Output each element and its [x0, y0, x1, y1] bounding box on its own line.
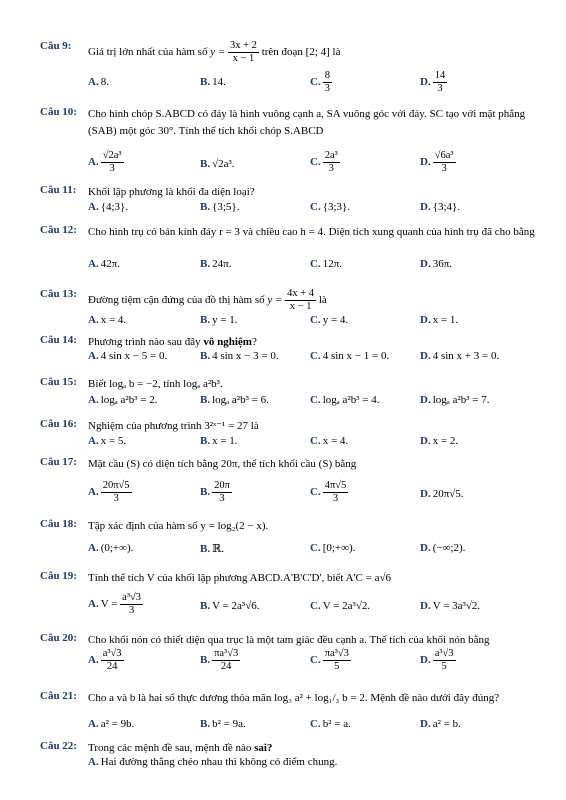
option-c[interactable]: C. $\frac{4\pi√5}{3}$ [310, 480, 347, 504]
option-b[interactable]: B. √2a³. [200, 158, 235, 170]
question-text: Cho a và b là hai số thực dương thỏa mãn log₃ a² + log₁/₃ b = 2. Mệnh đề nào dưới đây đúng? [88, 692, 500, 704]
option-c[interactable]: C. $\frac{8}{3}$ [310, 70, 330, 94]
option-a[interactable]: A. $\frac{\text{a³√3}}{24}$ [88, 648, 122, 672]
option-c[interactable]: C. logₐ a²b³ = 4. [310, 394, 380, 406]
question-label: Câu 11: [40, 184, 77, 196]
question-text: Cho hình chóp S.ABCD có đáy là hình vuông cạnh a, SA vuông góc với đáy. SC tạo với mặt phẳng (SAB) một góc 30°. Tính thể tích khối chóp S.ABCD [88, 108, 526, 137]
option-c[interactable]: C. x = 4. [310, 435, 349, 447]
option-b[interactable]: B. 24π. [200, 258, 232, 270]
option-a[interactable]: A. $\frac{\text{√2a³}}{3}$ [88, 150, 122, 174]
question-text: Phương trình nào sau đây vô nghiệm? [88, 336, 257, 348]
option-a[interactable]: A. Hai đường thẳng chéo nhau thì không có điểm chung. [88, 756, 338, 768]
option-b[interactable]: B. 4 sin x − 3 = 0. [200, 350, 279, 362]
question-label: Câu 15: [40, 376, 77, 388]
option-c[interactable]: C. $\frac{\text{πa³√3}}{5}$ [310, 648, 349, 672]
option-d[interactable]: D. $\frac{\text{a³√3}}{5}$ [420, 648, 454, 672]
option-d[interactable]: D. x = 1. [420, 314, 459, 326]
option-d[interactable]: D. x = 2. [420, 435, 459, 447]
option-d[interactable]: D. V = 3a³√2. [420, 600, 481, 612]
option-c[interactable]: C. 4 sin x − 1 = 0. [310, 350, 390, 362]
question-text: Mặt cầu (S) có diện tích bằng 20π, thể tích khối cầu (S) bằng [88, 458, 357, 470]
question-label: Câu 18: [40, 518, 77, 530]
option-b[interactable]: B. $\frac{\text{πa³√3}}{24}$ [200, 648, 239, 672]
option-b[interactable]: B. x = 1. [200, 435, 238, 447]
option-a[interactable]: A. 4 sin x − 5 = 0. [88, 350, 168, 362]
option-b[interactable]: B. V = 2a³√6. [200, 600, 260, 612]
question-text: Giá trị lớn nhất của hàm số y = $\frac{3x + 2}{x - 1}$ trên đoạn [2; 4] là [88, 40, 341, 64]
option-a[interactable]: A. $\frac{20\pi√5}{3}$ [88, 480, 130, 504]
question-text: Biết logₐ b = −2, tính logₐ a²b³. [88, 378, 223, 390]
option-c[interactable]: C. [0;+∞). [310, 542, 356, 554]
option-b[interactable]: B. 14. [200, 76, 226, 88]
question-label: Câu 21: [40, 690, 77, 702]
option-c[interactable]: C. y = 4. [310, 314, 349, 326]
question-label: Câu 22: [40, 740, 77, 752]
option-c[interactable]: C. $\frac{\text{2a³}}{3}$ [310, 150, 338, 174]
question-label: Câu 13: [40, 288, 77, 300]
option-d[interactable]: D. $\frac{14}{3}$ [420, 70, 446, 94]
option-a[interactable]: A. V = $\frac{\text{a³√3}}{3}$ [88, 592, 141, 616]
option-a[interactable]: A. a² = 9b. [88, 718, 135, 730]
question-text: Cho hình trụ có bán kính đáy r = 3 và chiều cao h = 4. Diện tích xung quanh của hình trụ đã cho bằng [88, 226, 535, 238]
question-label: Câu 9: [40, 40, 72, 52]
option-d[interactable]: D. $\frac{\text{√6a³}}{3}$ [420, 150, 454, 174]
option-a[interactable]: A. x = 5. [88, 435, 127, 447]
option-a[interactable]: A. (0;+∞). [88, 542, 134, 554]
formula: y = $\frac{4x + 4}{x - 1}$ [267, 288, 315, 312]
option-d[interactable]: D. {3;4}. [420, 201, 461, 213]
option-d[interactable]: D. a² = b. [420, 718, 461, 730]
question-text: Đường tiệm cận đứng của đồ thị hàm số y = $\frac{4x + 4}{x - 1}$ là [88, 288, 327, 312]
question-text: Trong các mệnh đề sau, mệnh đề nào sai? [88, 742, 273, 754]
question-text: Tính thể tích V của khối lập phương ABCD.A'B'C'D', biết A'C = a√6 [88, 572, 392, 584]
question-label: Câu 17: [40, 456, 77, 468]
option-b[interactable]: B. logₐ a²b³ = 6. [200, 394, 269, 406]
option-c[interactable]: C. {3;3}. [310, 201, 351, 213]
question-label: Câu 19: [40, 570, 77, 582]
option-a[interactable]: A. {4;3}. [88, 201, 129, 213]
option-b[interactable]: B. $\frac{20\pi}{3}$ [200, 480, 230, 504]
option-c[interactable]: C. V = 2a³√2. [310, 600, 371, 612]
option-a[interactable]: A. 42π. [88, 258, 121, 270]
question-label: Câu 20: [40, 632, 77, 644]
option-d[interactable]: D. (−∞;2). [420, 542, 466, 554]
option-d[interactable]: D. 20π√5. [420, 488, 464, 500]
question-text: Tập xác định của hàm số y = log₂(2 − x). [88, 520, 269, 532]
option-c[interactable]: C. 12π. [310, 258, 343, 270]
question-text: Cho khối nón có thiết diện qua trục là một tam giác đều cạnh a. Thể tích của khối nón bằng [88, 634, 490, 646]
question-label: Câu 12: [40, 224, 77, 236]
option-a[interactable]: A. 8. [88, 76, 109, 88]
option-d[interactable]: D. 36π. [420, 258, 453, 270]
option-b[interactable]: B. b² = 9a. [200, 718, 246, 730]
option-a[interactable]: A. x = 4. [88, 314, 127, 326]
option-d[interactable]: D. logₐ a²b³ = 7. [420, 394, 490, 406]
option-b[interactable]: B. {3;5}. [200, 201, 240, 213]
question-text: Khối lập phương là khối đa diện loại? [88, 186, 255, 198]
question-text: Nghiệm của phương trình 3²ˣ⁻¹ = 27 là [88, 420, 259, 432]
option-b[interactable]: B. y = 1. [200, 314, 238, 326]
question-label: Câu 14: [40, 334, 77, 346]
formula: y = $\frac{3x + 2}{x - 1}$ [210, 40, 257, 64]
question-label: Câu 10: [40, 106, 77, 118]
question-label: Câu 16: [40, 418, 77, 430]
option-b[interactable]: B. ℝ. [200, 543, 224, 555]
option-a[interactable]: A. logₐ a²b³ = 2. [88, 394, 158, 406]
option-d[interactable]: D. 4 sin x + 3 = 0. [420, 350, 500, 362]
option-c[interactable]: C. b² = a. [310, 718, 351, 730]
